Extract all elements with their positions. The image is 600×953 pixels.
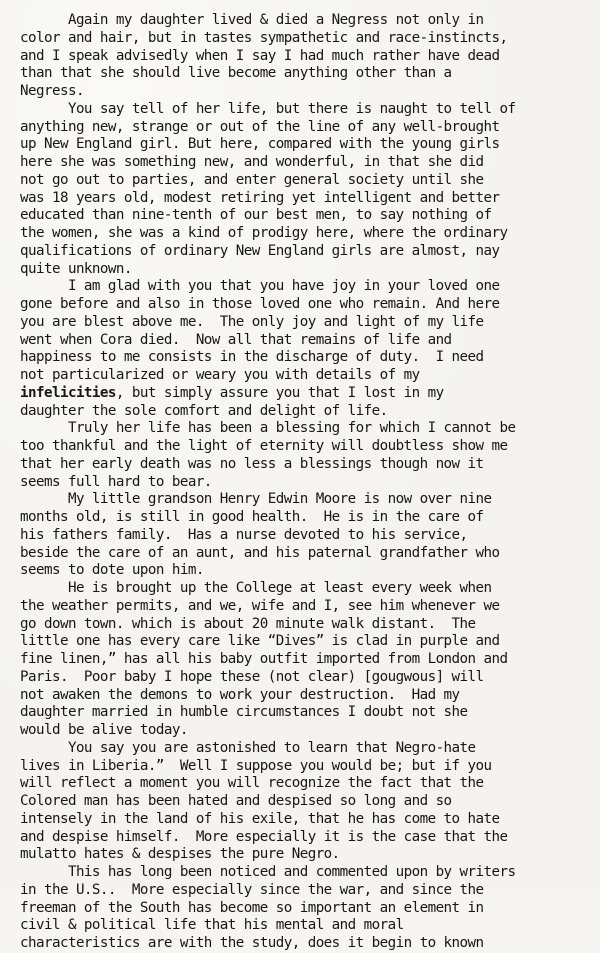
text-segment: Truly her life has been a blessing for which I cannot be — [20, 420, 516, 437]
text-line — [20, 172, 596, 190]
bold-word: infelicities — [20, 384, 116, 401]
text-line — [20, 687, 596, 705]
text-segment: gone before and also in those loved one who remain. And here — [20, 296, 500, 312]
text-segment: You say you are astonished to learn that Negro-hate — [20, 739, 476, 756]
text-segment: , but simply assure you that I lost in my — [115, 384, 444, 401]
text-segment: Negress. — [20, 83, 84, 99]
text-line — [20, 261, 596, 279]
text-line — [20, 385, 596, 403]
text-segment: went when Cora died. Now all that remains of life and — [20, 331, 452, 348]
text-line — [20, 207, 596, 225]
text-line — [20, 456, 596, 474]
text-line — [20, 420, 596, 438]
text-line — [20, 917, 596, 935]
text-segment: months old, is still in good health. He is in the care of — [20, 509, 484, 525]
text-line — [20, 651, 596, 669]
text-segment: quite unknown. — [20, 260, 132, 277]
text-segment: happiness to me consists in the discharge of duty. I need — [20, 349, 484, 366]
text-line — [20, 349, 596, 367]
text-segment: seems to dote upon him. — [20, 562, 204, 579]
text-line — [20, 136, 596, 154]
text-line — [20, 438, 596, 456]
text-segment: was 18 years old, modest retiring yet intelligent and better — [20, 189, 500, 206]
text-line — [20, 367, 596, 385]
text-segment: will reflect a moment you will recognize the fact that the — [20, 775, 484, 792]
text-line — [20, 935, 596, 953]
text-line — [20, 758, 596, 776]
text-segment: seems full hard to bear. — [20, 473, 212, 490]
text-segment: would be alive today. — [20, 722, 188, 738]
text-segment: He is brought up the College at least every week when — [20, 580, 492, 596]
letter-body — [20, 12, 596, 953]
text-line — [20, 882, 596, 900]
text-segment: that her early death was no less a blessings though now it — [20, 455, 484, 472]
text-segment: not go out to parties, and enter general society until she — [20, 171, 484, 188]
text-segment: Colored man has been hated and despised so long and so — [20, 793, 452, 809]
text-segment: fine linen,” has all his baby outfit imported from London and — [20, 651, 508, 667]
text-line — [20, 900, 596, 918]
text-line — [20, 811, 596, 829]
text-line — [20, 775, 596, 793]
text-line — [20, 829, 596, 847]
text-line — [20, 722, 596, 740]
text-segment: intensely in the land of his exile, that he has come to hate — [20, 810, 500, 827]
text-line — [20, 509, 596, 527]
text-line — [20, 598, 596, 616]
text-segment: too thankful and the light of eternity will doubtless show me — [20, 438, 508, 454]
text-segment: freeman of the South has become so important an element in — [20, 899, 484, 916]
text-segment: civil & political life that his mental and moral — [20, 917, 404, 934]
text-segment: Paris. Poor baby I hope these (not clear) [gougwous] will — [20, 668, 484, 685]
text-line — [20, 314, 596, 332]
text-segment: the weather permits, and we, wife and I, see him whenever we — [20, 597, 500, 614]
text-segment: My little grandson Henry Edwin Moore is now over nine — [20, 491, 492, 508]
text-line — [20, 332, 596, 350]
text-segment: here she was something new, and wonderful, in that she did — [20, 154, 484, 170]
text-segment: in the U.S.. More especially since the war, and since the — [20, 881, 484, 898]
text-segment: educated than nine-tenth of our best men, to say nothing of — [20, 207, 492, 224]
text-line — [20, 740, 596, 758]
text-line — [20, 580, 596, 598]
text-segment: anything new, strange or out of the line of any well-brought — [20, 118, 500, 135]
text-segment: mulatto hates & despises the pure Negro. — [20, 846, 340, 863]
text-line — [20, 225, 596, 243]
text-line — [20, 296, 596, 314]
text-line — [20, 119, 596, 137]
text-line — [20, 545, 596, 563]
text-segment: color and hair, but in tastes sympathetic and race-instincts, — [20, 29, 508, 46]
text-segment: lives in Liberia.” Well I suppose you would be; but if you — [20, 757, 492, 774]
text-line — [20, 243, 596, 261]
text-line — [20, 48, 596, 66]
text-segment: Again my daughter lived & died a Negress not only in — [20, 12, 484, 28]
text-segment: up New England girl. But here, compared with the young girls — [20, 136, 500, 153]
text-line — [20, 846, 596, 864]
text-line — [20, 474, 596, 492]
text-line — [20, 562, 596, 580]
text-line — [20, 190, 596, 208]
text-line — [20, 633, 596, 651]
text-segment: qualifications of ordinary New England girls are almost, nay — [20, 242, 500, 259]
text-segment: than that she should live become anything other than a — [20, 65, 452, 82]
text-line — [20, 527, 596, 545]
text-segment: not awaken the demons to work your destruction. Had my — [20, 686, 460, 703]
text-line — [20, 30, 596, 48]
text-line — [20, 12, 596, 30]
text-segment: go down town. which is about 20 minute walk distant. The — [20, 615, 476, 632]
text-line — [20, 616, 596, 634]
text-segment: beside the care of an aunt, and his paternal grandfather who — [20, 544, 500, 561]
text-line — [20, 864, 596, 882]
text-line — [20, 65, 596, 83]
text-segment: not particularized or weary you with details of my — [20, 367, 420, 383]
text-segment: and I speak advisedly when I say I had much rather have dead — [20, 47, 500, 64]
text-line — [20, 101, 596, 119]
text-segment: the women, she was a kind of prodigy here, where the ordinary — [20, 225, 508, 241]
text-segment: you are blest above me. The only joy and light of my life — [20, 313, 484, 330]
text-segment: This has long been noticed and commented upon by writers — [20, 864, 516, 880]
text-segment: daughter the sole comfort and delight of life. — [20, 402, 388, 419]
text-line — [20, 491, 596, 509]
text-segment: You say tell of her life, but there is naught to tell of — [20, 100, 516, 117]
text-segment: daughter married in humble circumstances I doubt not she — [20, 704, 468, 721]
text-line — [20, 793, 596, 811]
text-segment: I am glad with you that you have joy in your loved one — [20, 278, 500, 295]
text-segment: his fathers family. Has a nurse devoted to his service, — [20, 526, 468, 543]
text-line — [20, 154, 596, 172]
text-segment: characteristics are with the study, does it begin to known — [20, 935, 484, 951]
text-line — [20, 278, 596, 296]
text-line — [20, 669, 596, 687]
text-line — [20, 704, 596, 722]
text-line — [20, 403, 596, 421]
text-line — [20, 83, 596, 101]
text-segment: and despise himself. More especially it is the case that the — [20, 828, 508, 845]
text-segment: little one has every care like “Dives” is clad in purple and — [20, 633, 500, 650]
